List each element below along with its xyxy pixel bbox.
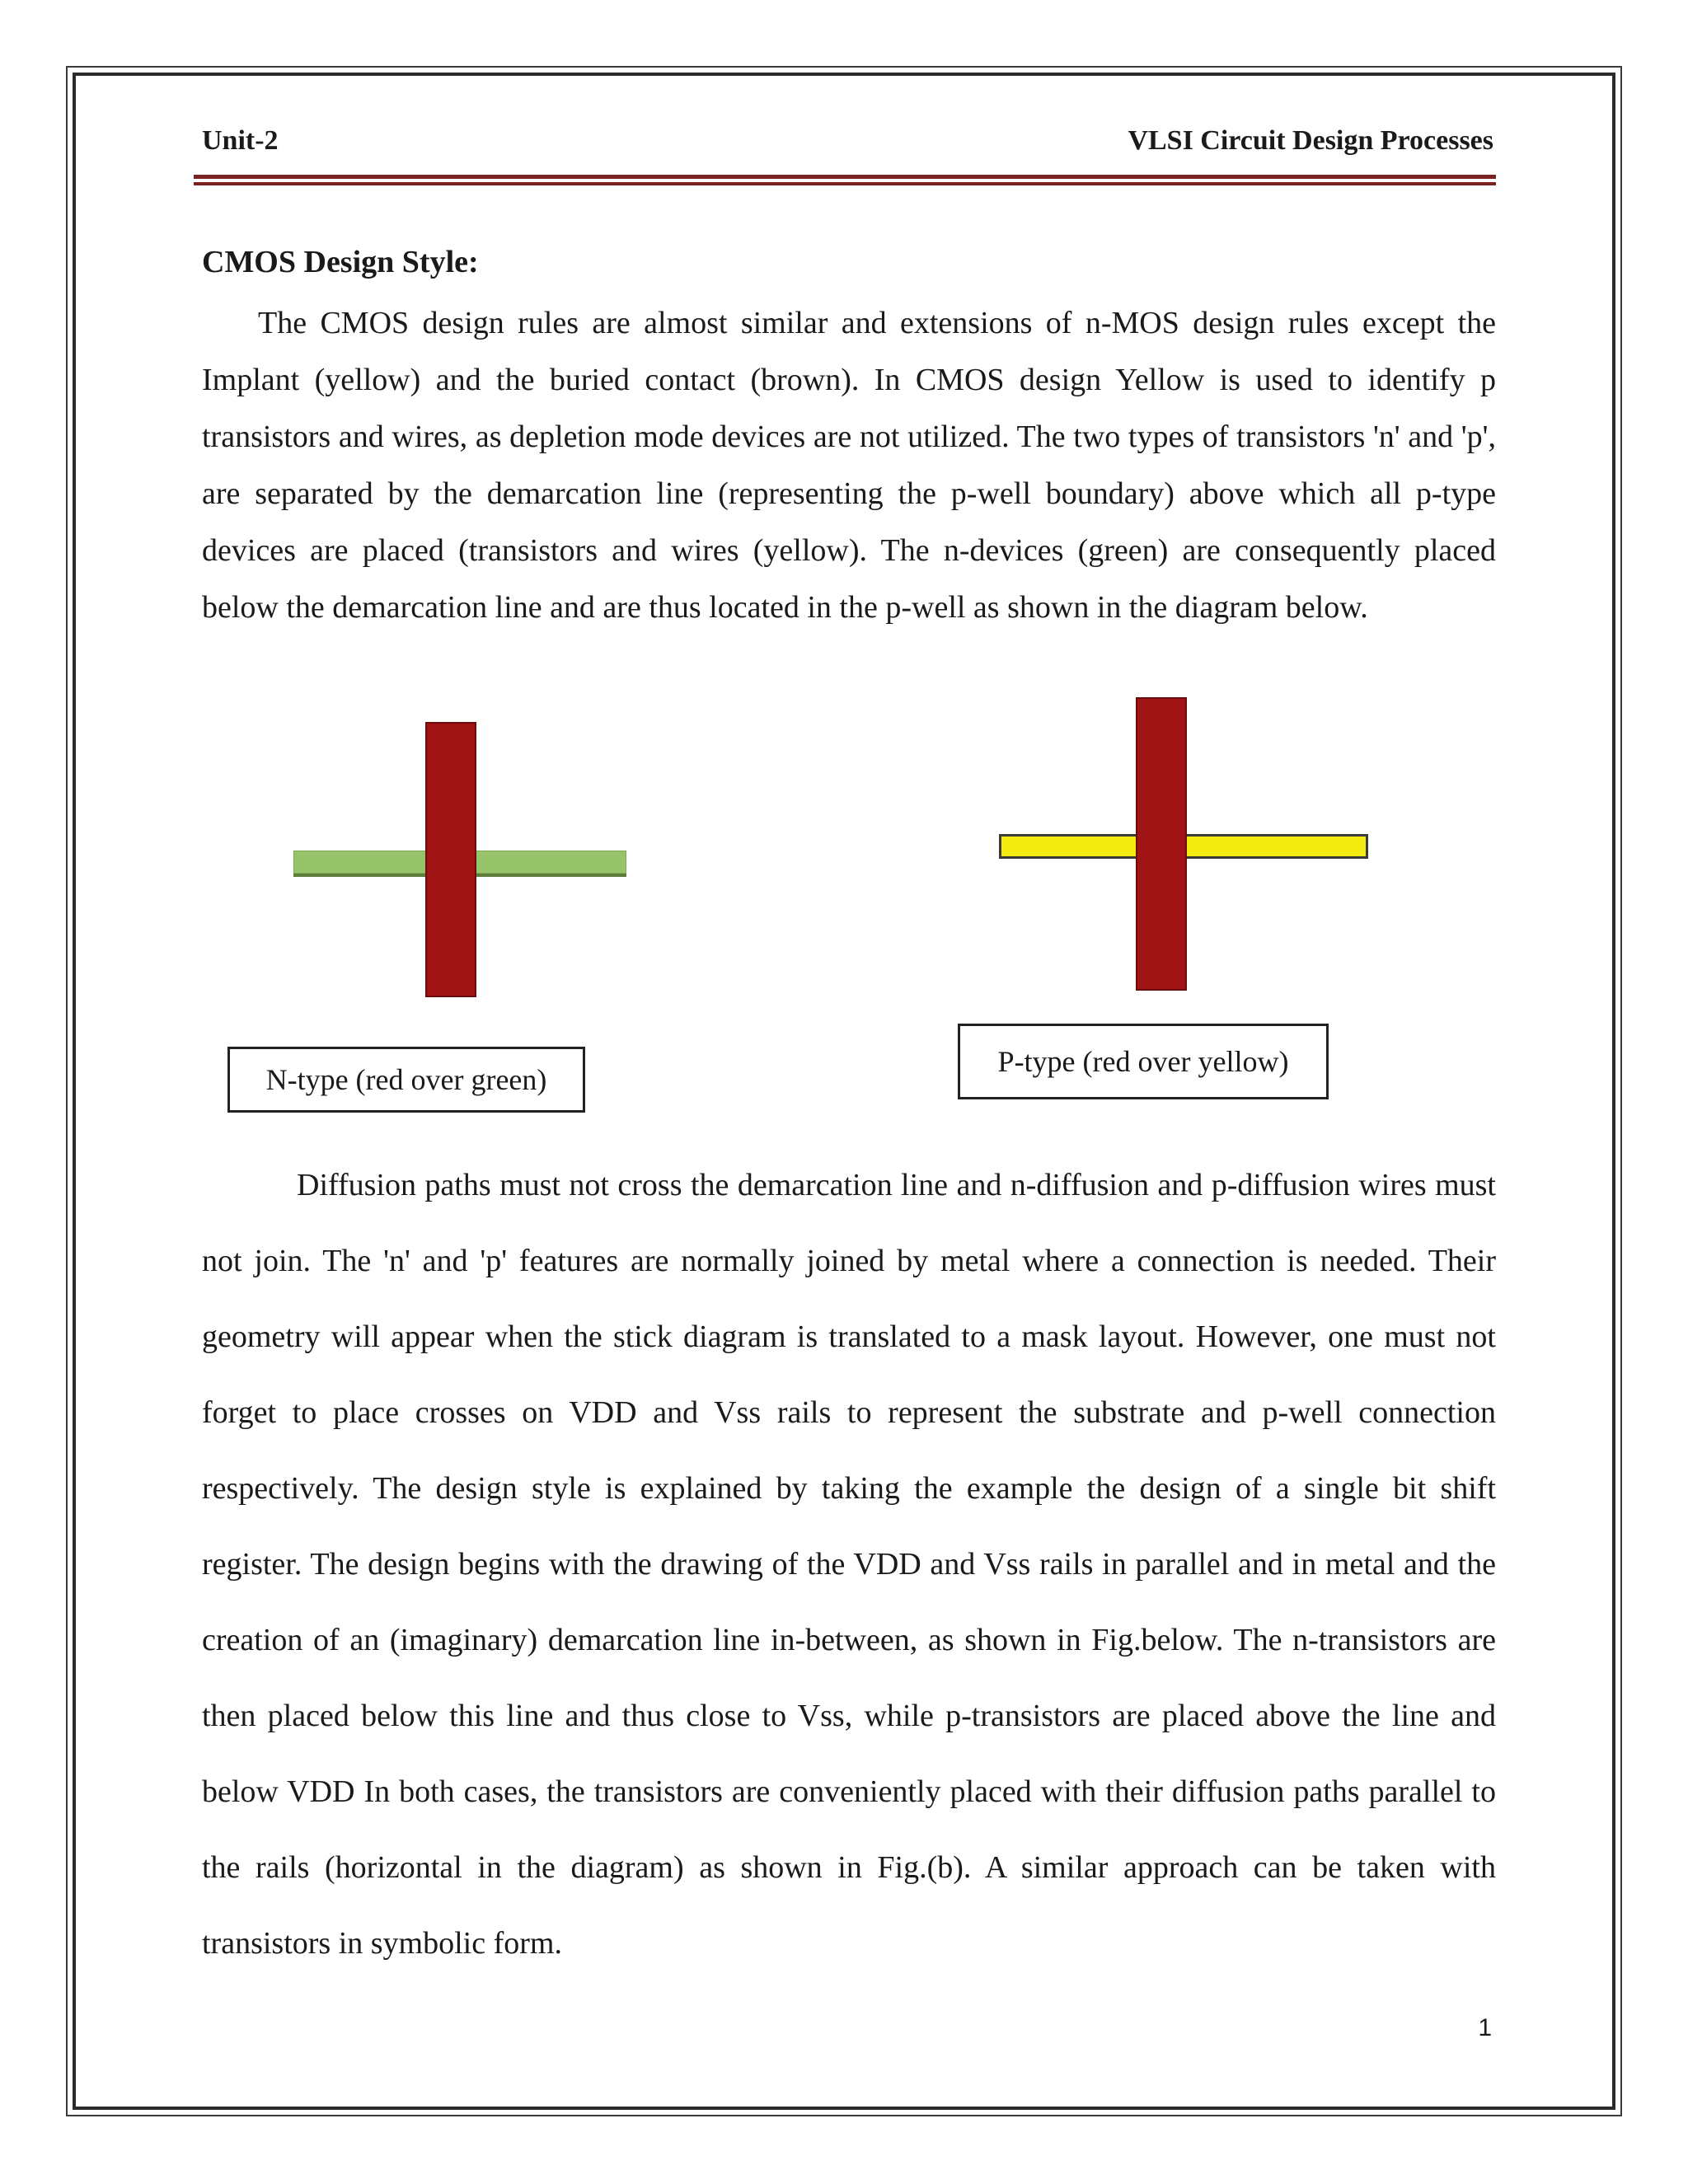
p-type-transistor-figure: [956, 692, 1385, 1121]
body-paragraph-1: The CMOS design rules are almost similar and extensions of n-MOS design rules except the Implant (yellow) and the buried contact (brown). In CMOS design Yellow is used to identify p transistors and wires, as depletion mode devices are not utilized. The two types of transistors 'n' and 'p', are separated by the demarcation line (representing the p-well boundary) above which all p-type devices are placed (transistors and wires (yellow). The n-devices (green) are consequently placed below the demarcation line and are thus located in the p-well as shown in the diagram below.: [202, 306, 1496, 625]
header-rule-secondary: [194, 182, 1496, 185]
p-type-label: P-type (red over yellow): [958, 1024, 1329, 1099]
n-type-label: N-type (red over green): [227, 1047, 585, 1113]
n-poly-gate: [425, 722, 476, 997]
header-rule: [194, 175, 1496, 179]
n-type-transistor-figure: [223, 709, 651, 1121]
section-heading: CMOS Design Style:: [202, 245, 479, 279]
p-poly-gate: [1136, 697, 1187, 991]
header-subject: VLSI Circuit Design Processes: [1128, 125, 1493, 156]
header-unit: Unit-2: [202, 125, 279, 156]
page-number: 1: [1478, 2014, 1492, 2041]
body-paragraph-2: Diffusion paths must not cross the demarcation line and n-diffusion and p-diffusion wires must not join. The 'n' and 'p' features are normally joined by metal where a connection is needed. Their geometry will appear when the stick diagram is translated to a mask layout. However, one must not forget to place crosses on VDD and Vss rails to represent the substrate and p-well connection respectively. The design style is explained by taking the example the design of a single bit shift register. The design begins with the drawing of the VDD and Vss rails in parallel and in metal and the creation of an (imaginary) demarcation line in-between, as shown in Fig.below. The n-transistors are then placed below this line and thus close to Vss, while p-transistors are placed above the line and below VDD In both cases, the transistors are conveniently placed with their diffusion paths parallel to the rails (horizontal in the diagram) as shown in Fig.(b). A similar approach can be taken with transistors in symbolic form.: [202, 1168, 1496, 1961]
